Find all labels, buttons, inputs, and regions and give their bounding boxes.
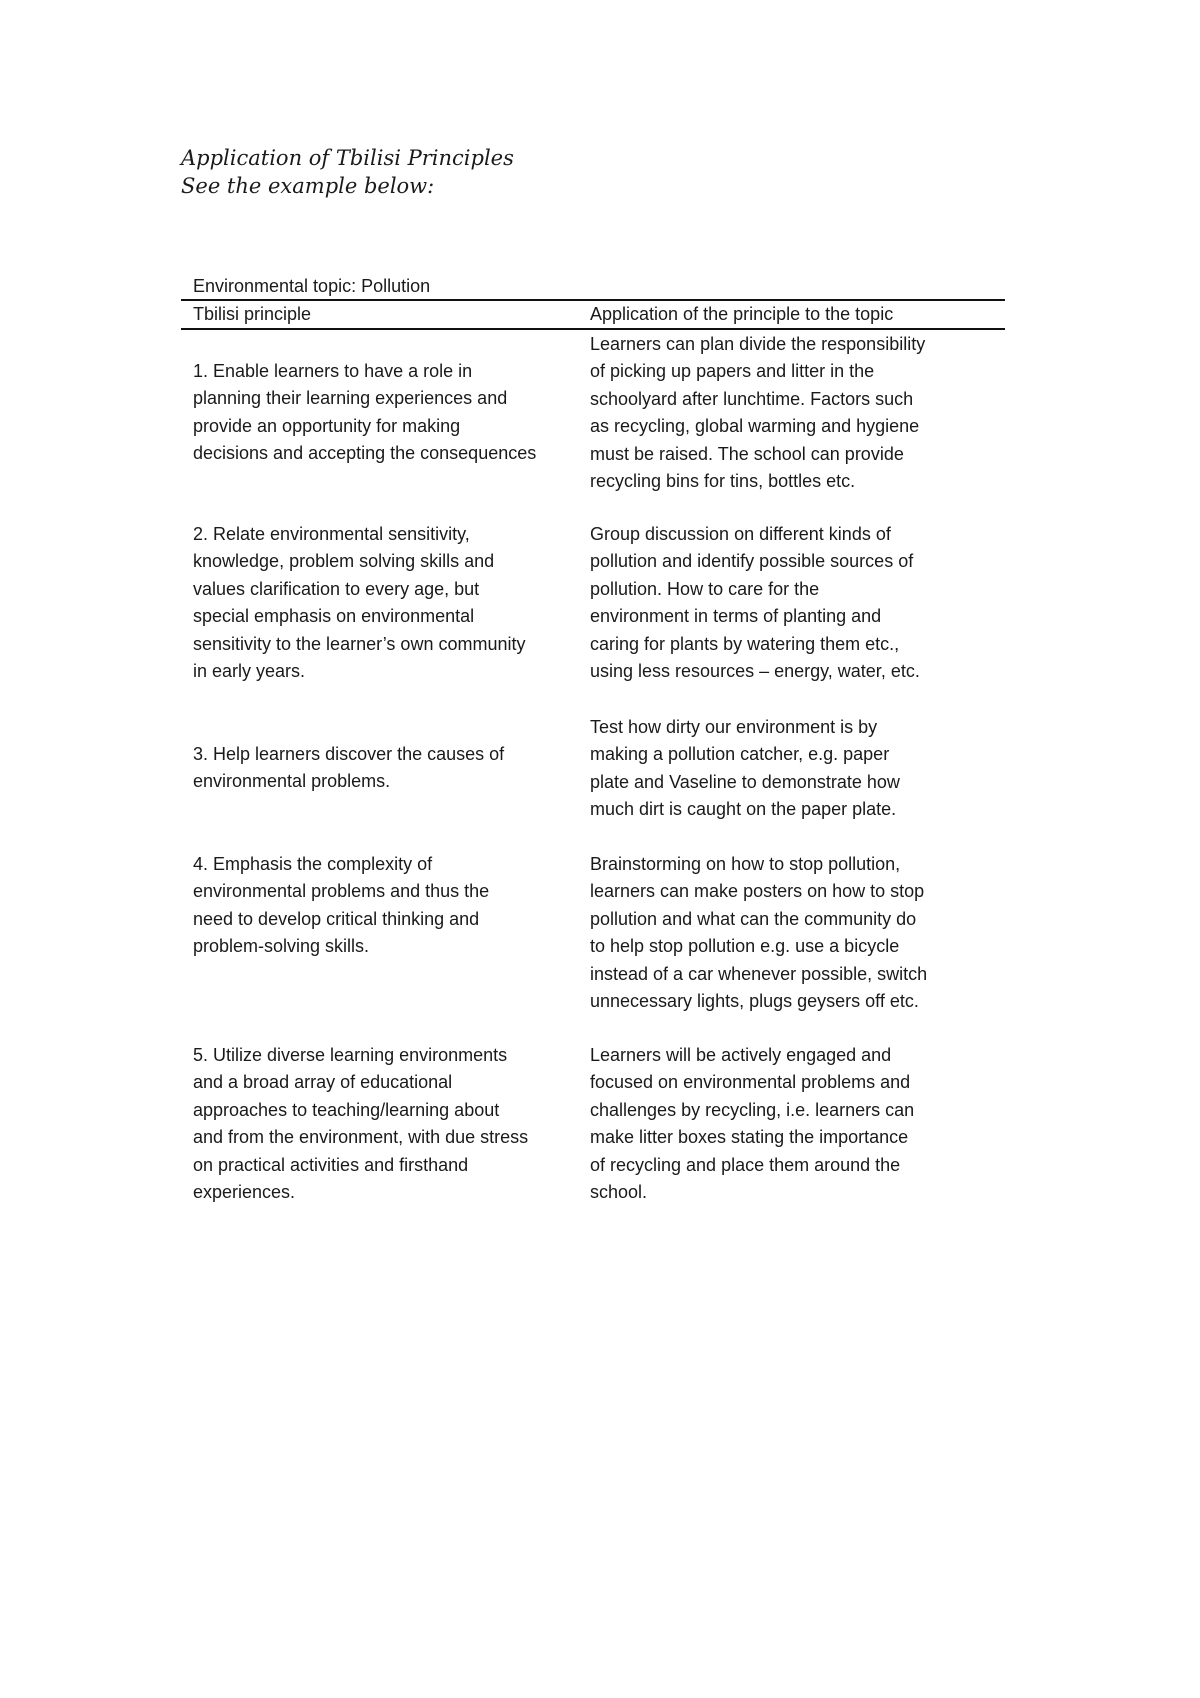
principles-table [181, 273, 1005, 1230]
table-body [181, 330, 1005, 1230]
application-line: make litter boxes stating the importance [590, 1127, 909, 1148]
principle-line: knowledge, problem solving skills and [193, 551, 495, 572]
page-title: Application of Tbilisi Principles [181, 146, 514, 170]
principle-line: planning their learning experiences and [193, 388, 508, 409]
application-line: focused on environmental problems and [590, 1072, 911, 1093]
application-line: much dirt is caught on the paper plate. [590, 799, 897, 820]
principle-line: environmental problems. [193, 771, 391, 792]
principle-line: sensitivity to the learner’s own community [193, 633, 526, 654]
principle-line: and a broad array of educational [193, 1072, 453, 1093]
application-line: using less resources – energy, water, etc. [590, 661, 920, 682]
application-line: school. [590, 1182, 648, 1203]
application-line: Test how dirty our environment is by [590, 717, 878, 737]
principle-line: on practical activities and firsthand [193, 1154, 469, 1175]
application-line: of recycling and place them around the [590, 1154, 901, 1175]
principle-line: problem-solving skills. [193, 936, 370, 957]
principle-cell [181, 714, 590, 824]
application-line: Group discussion on different kinds of [590, 524, 891, 544]
principle-line: 5. Utilize diverse learning environments [193, 1045, 508, 1065]
table-caption: Environmental topic: Pollution [193, 276, 431, 296]
table-row [181, 1042, 1005, 1206]
principle-cell [181, 851, 590, 1015]
principle-line: need to develop critical thinking and [193, 908, 480, 929]
principle-line: approaches to teaching/learning about [193, 1099, 500, 1120]
table-header-row [181, 301, 1005, 328]
principle-line: environmental problems and thus the [193, 881, 490, 902]
principle-line: 1. Enable learners to have a role in [193, 361, 473, 381]
application-cell [590, 331, 1005, 495]
table-row [181, 521, 1005, 685]
application-line: pollution. How to care for the [590, 578, 820, 599]
application-line: pollution and what can the community do [590, 908, 917, 929]
principle-line: 2. Relate environmental sensitivity, [193, 524, 470, 544]
principle-cell [181, 331, 590, 495]
application-cell [590, 851, 1005, 1015]
principle-line: special emphasis on environmental [193, 606, 475, 627]
table-row [181, 851, 1005, 1015]
application-line: making a pollution catcher, e.g. paper [590, 744, 890, 765]
application-line: Learners will be actively engaged and [590, 1045, 892, 1065]
principle-line: and from the environment, with due stress [193, 1127, 529, 1148]
principle-cell [181, 1042, 590, 1206]
application-cell [590, 714, 1005, 824]
principle-line: provide an opportunity for making [193, 415, 461, 436]
application-line: recycling bins for tins, bottles etc. [590, 471, 856, 492]
principle-line: decisions and accepting the consequences [193, 443, 537, 464]
application-cell [590, 521, 1005, 685]
principle-line: 4. Emphasis the complexity of [193, 854, 433, 874]
application-line: instead of a car whenever possible, switch [590, 963, 928, 984]
application-line: challenges by recycling, i.e. learners can [590, 1099, 915, 1120]
application-line: caring for plants by watering them etc., [590, 633, 900, 654]
application-line: environment in terms of planting and [590, 606, 882, 627]
principle-line: values clarification to every age, but [193, 578, 480, 599]
application-line: learners can make posters on how to stop [590, 881, 925, 902]
application-line: of picking up papers and litter in the [590, 361, 875, 382]
principle-line: in early years. [193, 661, 306, 682]
table-row [181, 331, 1005, 495]
principle-cell [181, 521, 590, 685]
header-tbilisi-principle: Tbilisi principle [193, 304, 312, 324]
page-subtitle: See the example below: [181, 174, 435, 198]
application-line: to help stop pollution e.g. use a bicycle [590, 936, 900, 957]
application-line: as recycling, global warming and hygiene [590, 416, 920, 437]
page-heading [181, 144, 514, 200]
application-line: unnecessary lights, plugs geysers off etc. [590, 991, 919, 1012]
application-line: Learners can plan divide the responsibility [590, 334, 926, 354]
application-line: schoolyard after lunchtime. Factors such [590, 388, 914, 409]
application-cell [590, 1042, 1005, 1206]
application-line: Brainstorming on how to stop pollution, [590, 854, 901, 874]
principle-line: 3. Help learners discover the causes of [193, 744, 505, 764]
header-application: Application of the principle to the topic [590, 304, 894, 324]
application-line: must be raised. The school can provide [590, 443, 904, 464]
application-line: plate and Vaseline to demonstrate how [590, 771, 900, 792]
table-row [181, 714, 1005, 824]
principle-line: experiences. [193, 1182, 296, 1203]
application-line: pollution and identify possible sources of [590, 551, 914, 572]
